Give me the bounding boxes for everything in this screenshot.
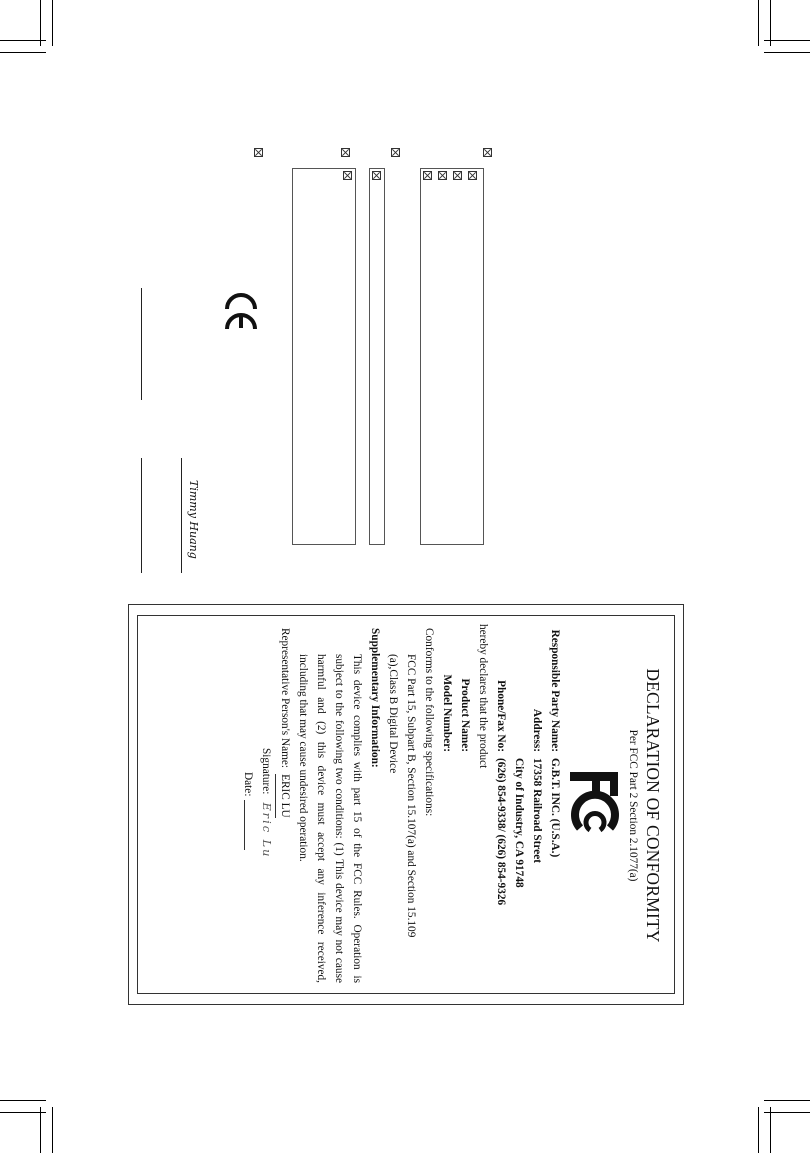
phone-label: Phone/Fax No: <box>495 680 507 752</box>
party-label: Responsible Party Name: <box>549 629 561 752</box>
fcc-signature: Eric Lu <box>260 802 273 859</box>
responsible-party-row <box>546 628 564 983</box>
spec-line-2: (a),Class B Digital Device <box>387 654 399 774</box>
fcc-logo-icon <box>566 768 624 844</box>
rep-row <box>275 628 294 983</box>
date-row <box>239 628 257 983</box>
signature-line <box>141 458 142 573</box>
city-row <box>510 628 528 983</box>
model-row <box>438 628 456 983</box>
page-title: DECLARATION OF CONFORMITY <box>643 668 663 943</box>
page-subtitle: Per FCC Part 2 Section 2.1077(a) <box>627 729 639 882</box>
address-row <box>528 628 546 983</box>
crop-mark <box>40 1107 41 1153</box>
supplementary-text: This device complies with part 15 of the FCC Rules. Operation is subject to the following two conditions: (1) This device may not cause harmful and (2) this device must accept any inference received, including that may cause undesired operation. <box>297 654 363 983</box>
rep-label: Representative Person's Name: <box>279 628 291 769</box>
rep-value: ERIC LU <box>275 774 294 818</box>
city-value: City of Industry, CA 91748 <box>513 758 525 888</box>
phone-row <box>492 628 510 983</box>
fcc-declaration <box>138 616 675 994</box>
checkbox-icon <box>254 148 263 157</box>
address-label: Address: <box>531 708 543 752</box>
checkbox-icon <box>343 171 352 180</box>
crop-mark <box>758 1107 759 1153</box>
signature-row <box>257 628 275 983</box>
conforms-text: Conforms to the following specifications: <box>423 628 435 817</box>
fcc-declaration-inner <box>137 615 675 994</box>
checkbox-icon <box>391 148 400 157</box>
phone-value: (626) 854-9338/ (626) 854-9326 <box>495 758 507 906</box>
standards-box <box>369 168 385 545</box>
checkbox-icon <box>483 148 492 157</box>
crop-mark <box>0 52 46 53</box>
date-label: Date: <box>242 772 254 797</box>
fcc-declaration-frame <box>128 604 684 1005</box>
standards-box <box>292 168 356 545</box>
crop-mark <box>770 1107 771 1153</box>
crop-mark <box>764 52 810 53</box>
crop-mark <box>764 40 810 41</box>
signature-label: Signature: <box>260 748 272 795</box>
crop-mark <box>0 40 46 41</box>
standards-box <box>420 168 484 545</box>
crop-mark <box>0 1100 46 1101</box>
date-line <box>244 800 257 850</box>
spec-line-1: FCC Part 15, Subpart B, Section 15.107(a) and Section 15.109 <box>405 654 417 938</box>
crop-mark <box>52 1107 53 1153</box>
checkbox-icon <box>423 171 432 180</box>
crop-mark <box>52 0 53 46</box>
address-value: 17358 Railroad Street <box>531 758 543 864</box>
ce-signature: Timmy Huang <box>187 480 200 559</box>
ce-mark-icon <box>224 292 258 332</box>
checkbox-icon <box>468 171 477 180</box>
party-value: G.B.T. INC. (U.S.A.) <box>549 758 561 858</box>
product-row <box>456 628 474 983</box>
crop-mark <box>764 1112 810 1113</box>
checkbox-icon <box>453 171 462 180</box>
model-label: Model Number: <box>441 674 453 752</box>
checkbox-icon <box>372 171 381 180</box>
product-label: Product Name: <box>459 678 471 752</box>
declares-text: hereby declares that the product <box>477 624 489 769</box>
signature-line <box>141 288 142 400</box>
supplementary-label: Supplementary Information: <box>369 628 381 768</box>
signature-line <box>181 458 182 573</box>
crop-mark <box>764 1100 810 1101</box>
crop-mark <box>758 0 759 46</box>
crop-mark <box>0 1112 46 1113</box>
checkbox-icon <box>341 148 350 157</box>
checkbox-icon <box>438 171 447 180</box>
